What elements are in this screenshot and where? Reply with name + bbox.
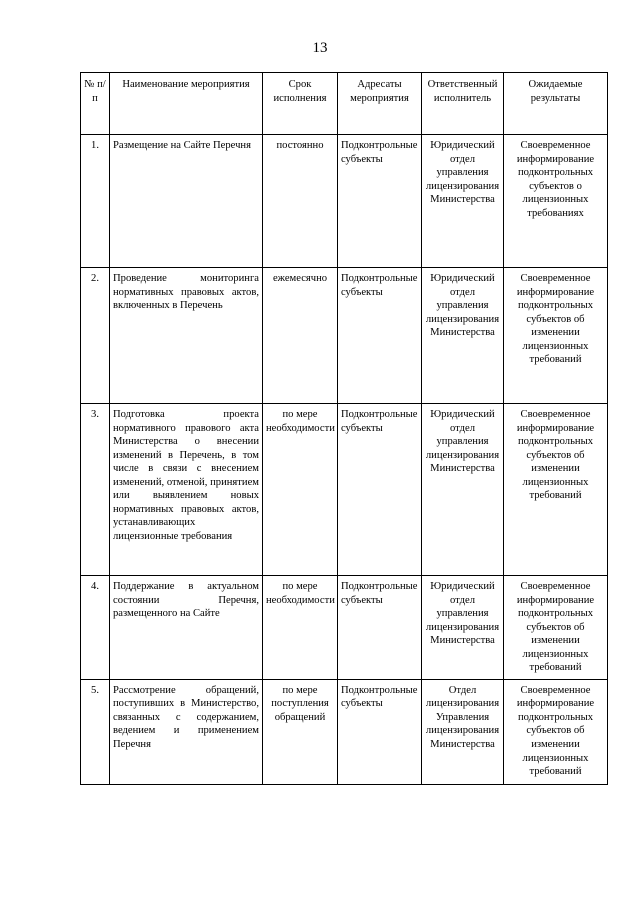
table-header-row: [81, 73, 608, 135]
header-addressees: Адресаты мероприятия: [338, 73, 422, 135]
row-results: Своевременное информирование подконтрольных субъектов о лицензионных требованиях: [504, 135, 608, 268]
table-row: [81, 576, 608, 680]
row-addressees: Подконтрольные субъекты: [338, 576, 422, 680]
row-results: Своевременное информирование подконтрольных субъектов об изменении лицензионных требований: [504, 268, 608, 404]
table-row: [81, 679, 608, 784]
row-number: 2.: [81, 268, 110, 404]
row-addressees: Подконтрольные субъекты: [338, 135, 422, 268]
row-number: 5.: [81, 679, 110, 784]
row-addressees: Подконтрольные субъекты: [338, 679, 422, 784]
page-number: 13: [312, 40, 328, 56]
table-row: [81, 404, 608, 576]
measures-table: [80, 72, 608, 785]
table-row: [81, 268, 608, 404]
row-number: 4.: [81, 576, 110, 680]
row-term: постоянно: [263, 135, 338, 268]
row-name: Подготовка проекта нормативного правового акта Министерства о внесении изменений в Перечень, в том числе в связи с внесением изменений, отменой, принятием или выявлением новых нормативных правовых актов, устанавливающих лицензионные требования: [110, 404, 263, 576]
row-number: 3.: [81, 404, 110, 576]
row-responsible: Отдел лицензирования Управления лицензирования Министерства: [422, 679, 504, 784]
row-addressees: Подконтрольные субъекты: [338, 404, 422, 576]
header-term: Срок исполнения: [263, 73, 338, 135]
row-name: Поддержание в актуальном состоянии Перечня, размещенного на Сайте: [110, 576, 263, 680]
row-responsible: Юридический отдел управления лицензирования Министерства: [422, 268, 504, 404]
header-number: № п/п: [81, 73, 110, 135]
row-number: 1.: [81, 135, 110, 268]
row-term: ежемесячно: [263, 268, 338, 404]
row-results: Своевременное информирование подконтрольных субъектов об изменении лицензионных требований: [504, 404, 608, 576]
row-term: по мере необходимости: [263, 576, 338, 680]
row-responsible: Юридический отдел управления лицензирования Министерства: [422, 135, 504, 268]
row-term: по мере необходимости: [263, 404, 338, 576]
table-row: [81, 135, 608, 268]
row-name: Размещение на Сайте Перечня: [110, 135, 263, 268]
row-name: Рассмотрение обращений, поступивших в Министерство, связанных с содержанием, ведением и применением Перечня: [110, 679, 263, 784]
row-responsible: Юридический отдел управления лицензирования Министерства: [422, 576, 504, 680]
row-results: Своевременное информирование подконтрольных субъектов об изменении лицензионных требований: [504, 576, 608, 680]
header-name: Наименование мероприятия: [110, 73, 263, 135]
row-name: Проведение мониторинга нормативных правовых актов, включенных в Перечень: [110, 268, 263, 404]
row-results: Своевременное информирование подконтрольных субъектов об изменении лицензионных требований: [504, 679, 608, 784]
row-addressees: Подконтрольные субъекты: [338, 268, 422, 404]
row-responsible: Юридический отдел управления лицензирования Министерства: [422, 404, 504, 576]
row-term: по мере поступления обращений: [263, 679, 338, 784]
header-results: Ожидаемые результаты: [504, 73, 608, 135]
header-responsible: Ответственный исполнитель: [422, 73, 504, 135]
